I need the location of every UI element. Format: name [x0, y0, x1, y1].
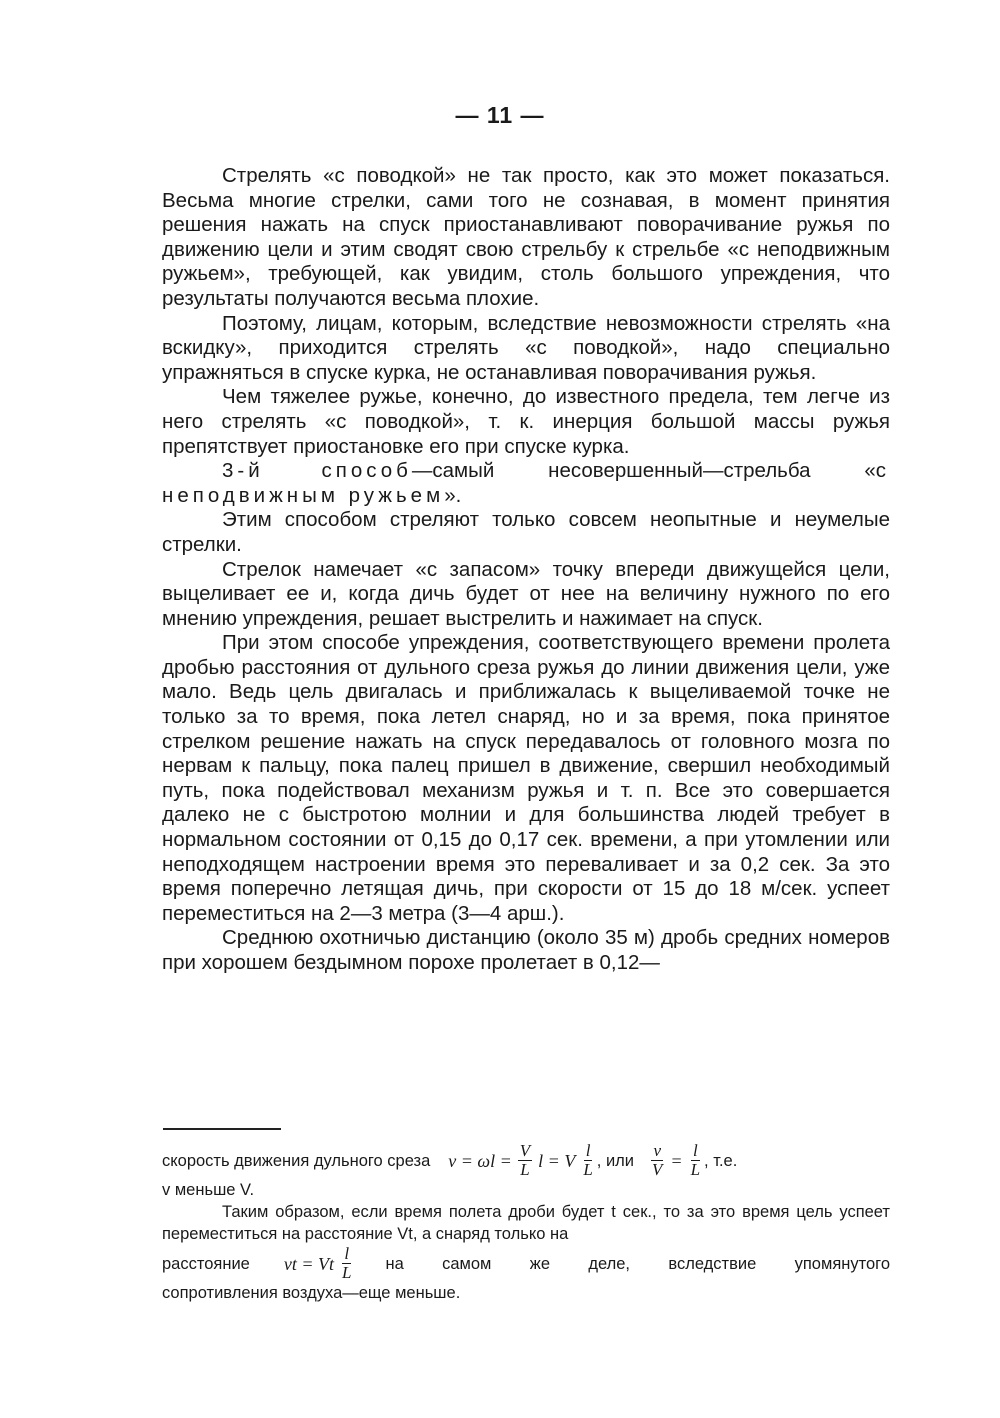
main-text — [162, 164, 890, 976]
footnote-line: v меньше V. — [162, 1181, 255, 1199]
method-3-lead: 3-й способ — [222, 459, 412, 483]
fraction — [650, 1142, 664, 1179]
fraction-numerator: l — [585, 1141, 591, 1160]
method-3-dash: — — [702, 459, 724, 483]
method-3-middle: самый несовершенный — [432, 459, 703, 483]
fraction-denominator: L — [583, 1160, 593, 1179]
fraction-denominator: L — [341, 1263, 352, 1282]
method-3-after: ». — [444, 483, 462, 507]
footnote-paragraph: Таким образом, если время полета дроби будет t сек., то за это время цель успеет переместиться на расстояние Vt, а снаряд только на — [162, 1203, 890, 1243]
formula-eq: = — [670, 1150, 683, 1171]
footnote-formula-line-2 — [162, 1245, 890, 1282]
footnote-formula-line — [162, 1142, 890, 1179]
method-3-before: стрельба « — [723, 459, 876, 483]
fraction — [581, 1142, 594, 1179]
fraction-numerator: l — [344, 1244, 350, 1263]
footnotes — [162, 1142, 890, 1304]
footnote-text: , или — [596, 1151, 635, 1170]
paragraph: Стрелок намечает «с запасом» точку впереди движущейся цели, выцеливает ее и, когда дичь будет от нее на величину нужного по его мнению упреждения, решает выстрелить и нажимает на спуск. — [162, 557, 890, 630]
fraction-denominator: V — [652, 1160, 663, 1179]
fraction-numerator: l — [692, 1141, 698, 1160]
paragraph: Среднюю охотничью дистанцию (около 35 м) дробь средних номеров при хорошем бездымном порохе пролетает в 0,12— — [162, 926, 890, 974]
footnote-text: скорость движения дульного среза — [162, 1151, 431, 1170]
paragraph: Стрелять «с поводкой» не так просто, как это может показаться. Весьма многие стрелки, сами того не сознавая, в момент принятия решения нажать на спуск приостанавливают поворачивание ружья по движению цели и этим сводят свою стрельбу к стрельбе «с неподвижным ружьем», требующей, как увидим, столь большого упреждения, что результаты получаются весьма плохие. — [162, 164, 890, 310]
paragraph: При этом способе упреждения, соответствующего времени пролета дробью расстояния от дульного среза ружья до линии движения цели, уже мало. Ведь цель двигалась и приближалась к выцеливаемой точке не только за то время, пока летел снаряд, но и за время, пока принятое стрелком решение нажать на спуск передавалось от головного мозга по нервам к пальцу, пока палец пришел в движение, свершил необходимый путь, пока подействовал механизм ружья и т. п. Все это совершается далеко не с быстротою молнии и для большинства людей требует в нормальном состоянии от 0,15 до 0,17 сек. времени, а при утомлении или неподходящем настроении время это переваливает и за 0,2 сек. За это время поперечно летящая дичь, при скорости от 15 до 18 м/сек. успеет переместиться на 2—3 метра (3—4 арш.). — [162, 631, 890, 925]
fraction-denominator: L — [520, 1160, 530, 1179]
formula-lhs: vt = Vt — [283, 1253, 334, 1274]
page-number: — 11 — — [455, 102, 545, 128]
paragraph-method-3 — [162, 459, 890, 508]
formula-mid: l = V — [538, 1150, 576, 1171]
fraction — [518, 1142, 532, 1179]
footnote-text: , т.е. — [704, 1151, 738, 1170]
paragraph: Чем тяжелее ружье, конечно, до известного предела, тем легче из него стрелять «с поводкой», т. к. инерция большой массы ружья препятствует приостановке его при спуске курка. — [162, 385, 890, 458]
method-3-spaced: с неподвижным ружьем — [162, 459, 891, 507]
paragraph: Этим способом стреляют только совсем неопытные и неумелые стрелки. — [162, 508, 890, 556]
fraction-numerator: v — [653, 1141, 661, 1160]
formula-lhs: v = ωl = — [448, 1150, 512, 1171]
fraction-numerator: V — [519, 1141, 531, 1160]
footnote-divider — [163, 1128, 281, 1130]
footnote-line: сопротивления воздуха—еще меньше. — [162, 1284, 461, 1302]
method-3-dash: — — [411, 459, 433, 483]
fraction — [689, 1142, 702, 1179]
paragraph: Поэтому, лицам, которым, вследствие невозможности стрелять «на вскидку», приходится стрелять «с поводкой», надо специально упражняться в спуске курка, не останавливая поворачивания ружья. — [162, 311, 890, 384]
footnote-text: расстояние — [162, 1254, 250, 1273]
fraction — [340, 1245, 353, 1282]
fraction-denominator: L — [690, 1160, 701, 1179]
footnote-text: на самом же деле, вследствие упомянутого — [385, 1254, 890, 1273]
